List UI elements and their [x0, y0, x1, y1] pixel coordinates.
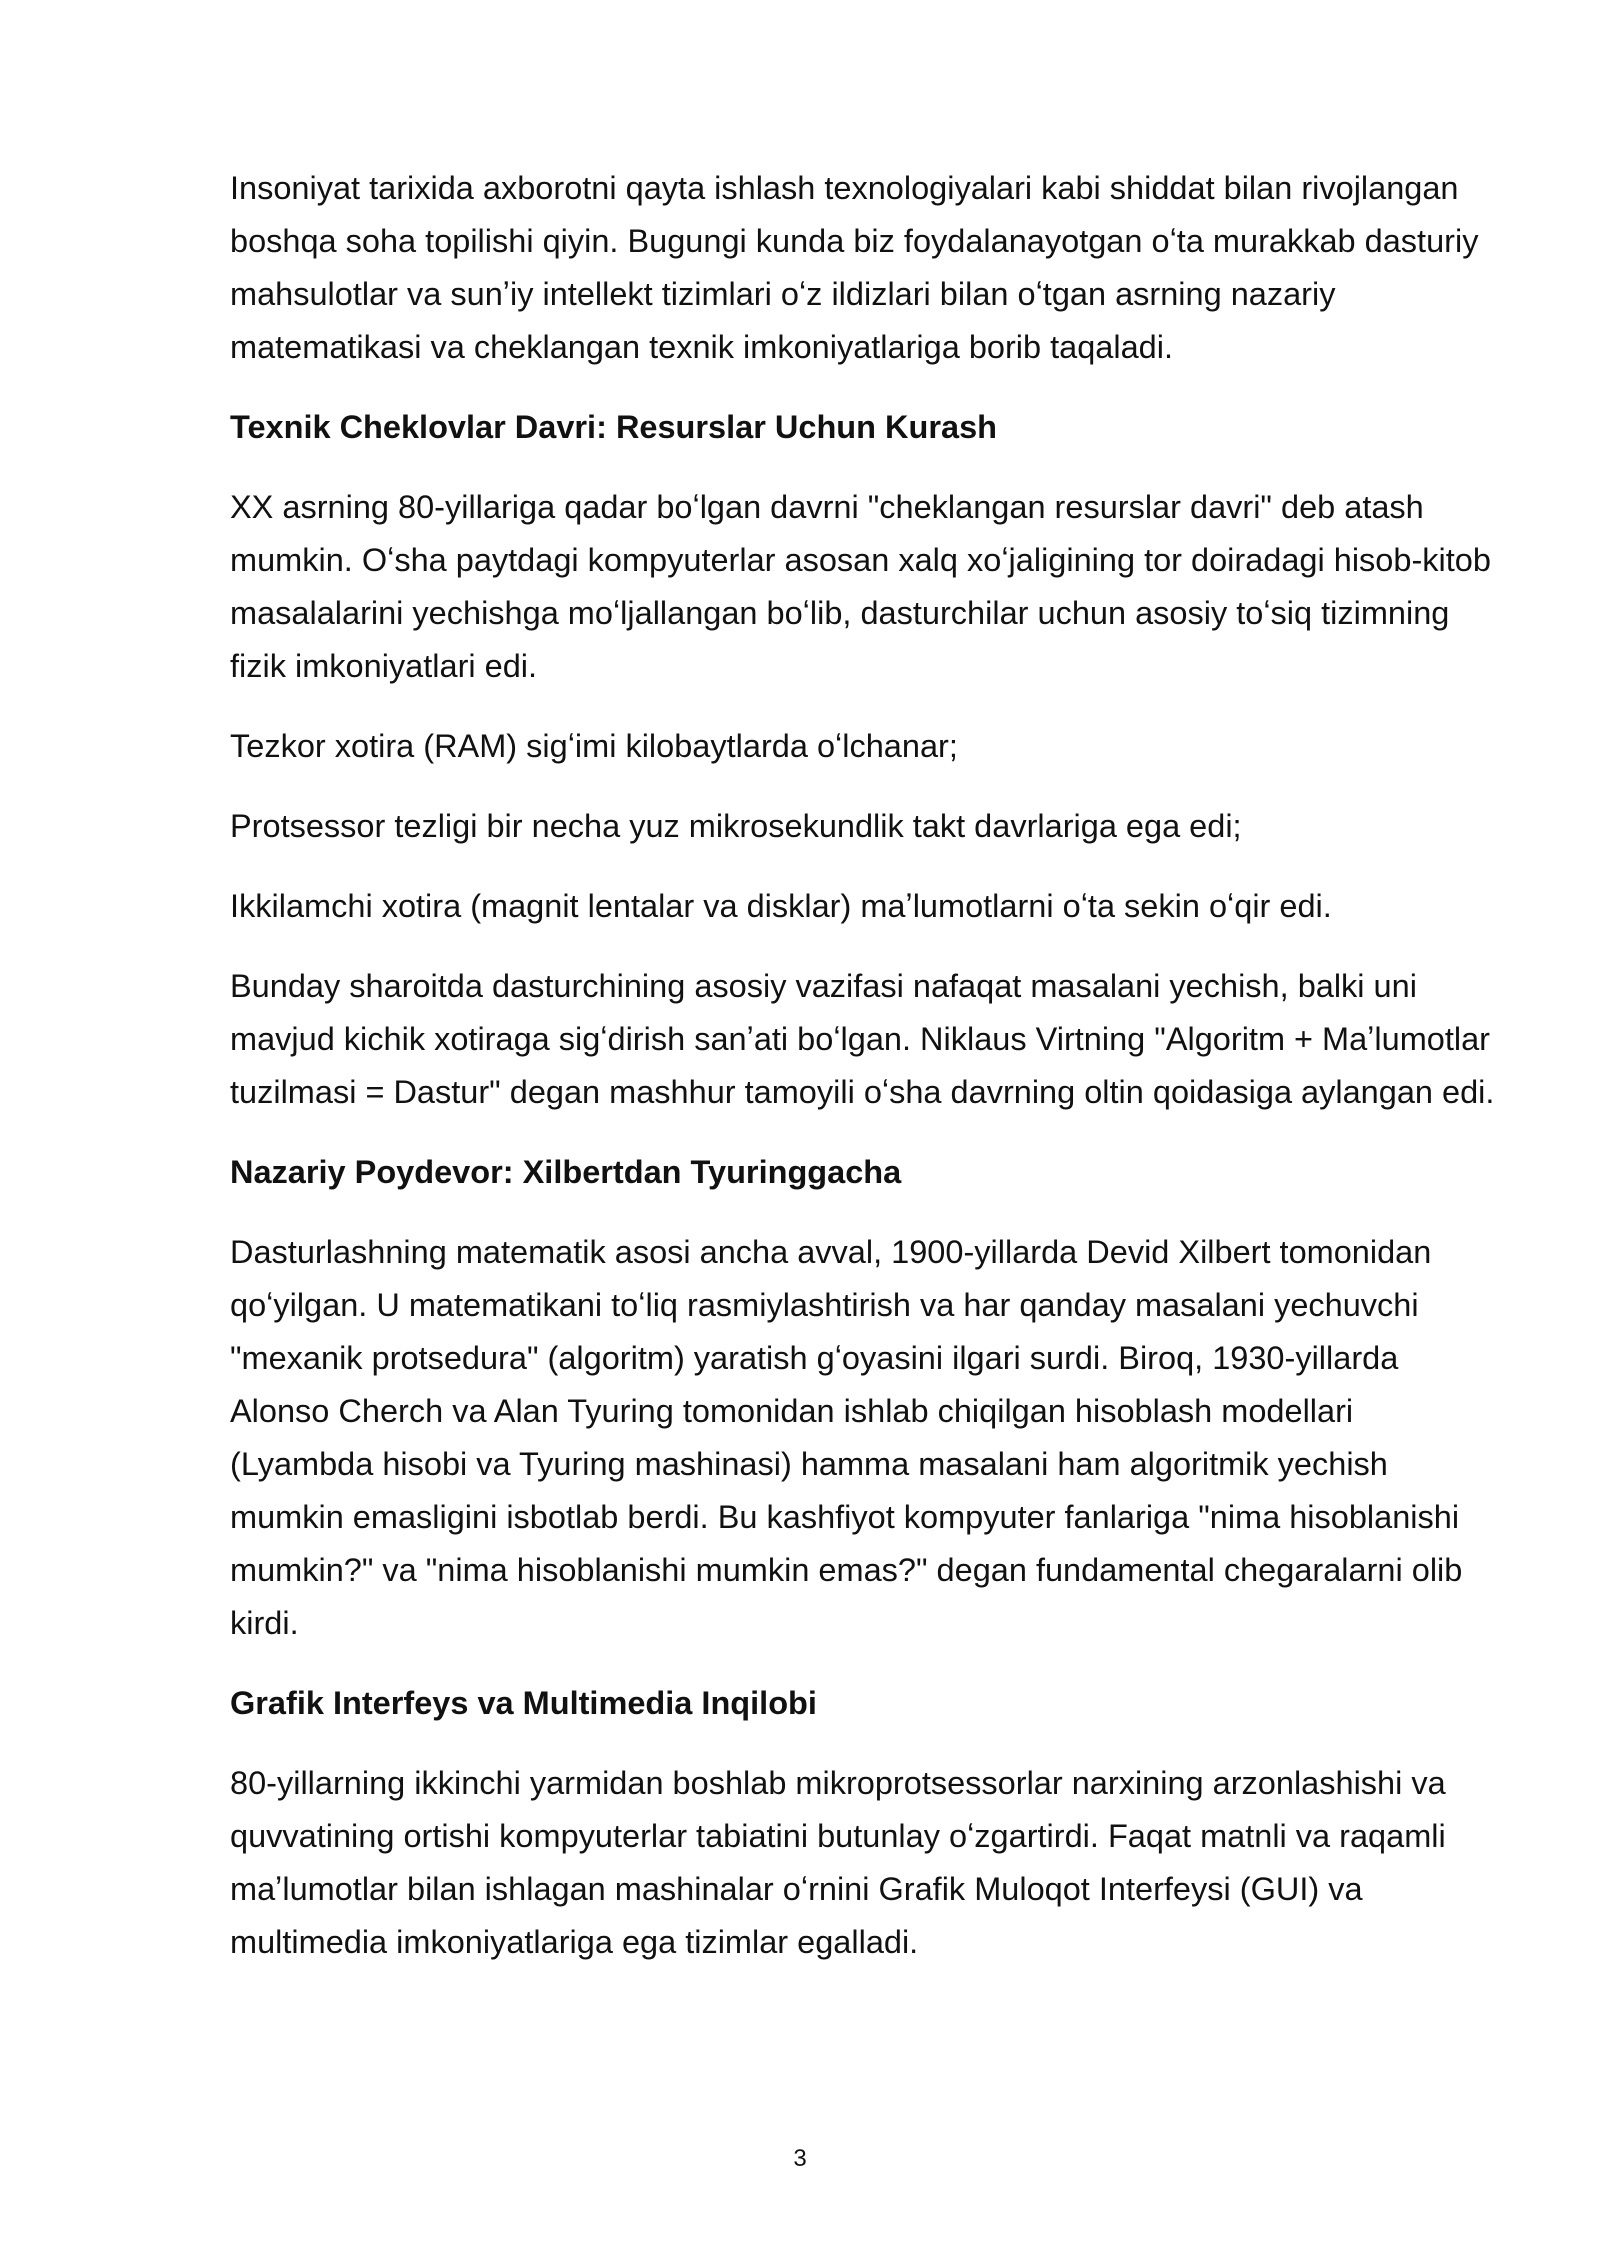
intro-paragraph: Insoniyat tarixida axborotni qayta ishlash texnologiyalari kabi shiddat bilan rivojlangan boshqa soha topilishi qiyin. Bugungi kunda biz foydalanayotgan oʻta murakkab dasturiy mahsulotlar va sunʼiy intellekt tizimlari oʻz ildizlari bilan oʻtgan asrning nazariy matematikasi va cheklangan texnik imkoniyatlariga borib taqaladi. — [230, 170, 1479, 365]
paragraph-limited-resources: XX asrning 80-yillariga qadar boʻlgan davrni "cheklangan resurslar davri" deb atash mumkin. Oʻsha paytdagi kompyuterlar asosan xalq xoʻjaligining tor doiradagi hisob-kitob masalalarini yechishga moʻljallangan boʻlib, dasturchilar uchun asosiy toʻsiq tizimning fizik imkoniyatlari edi. — [230, 489, 1491, 684]
section-heading-gui-multimedia: Grafik Interfeys va Multimedia Inqilobi — [230, 1685, 817, 1721]
section-heading-technical-limits: Texnik Cheklovlar Davri: Resurslar Uchun Kurash — [230, 409, 998, 445]
list-item-processor: Protsessor tezligi bir necha yuz mikrosekundlik takt davrlariga ega edi; — [230, 808, 1242, 844]
page-number: 3 — [793, 2145, 807, 2172]
paragraph-wirth-principle: Bunday sharoitda dasturchining asosiy vazifasi nafaqat masalani yechish, balki uni mavjud kichik xotiraga sigʻdirish sanʼati boʻlgan. Niklaus Virtning "Algoritm + Maʼlumotlar tuzilmasi = Dastur" degan mashhur tamoyili oʻsha davrning oltin qoidasiga aylangan edi. — [230, 968, 1495, 1110]
section-heading-theoretical-foundation: Nazariy Poydevor: Xilbertdan Tyuringgacha — [230, 1154, 902, 1190]
list-item-ram: Tezkor xotira (RAM) sigʻimi kilobaytlarda oʻlchanar; — [230, 728, 958, 764]
paragraph-hilbert-turing: Dasturlashning matematik asosi ancha avval, 1900-yillarda Devid Xilbert tomonidan qoʻyilgan. U matematikani toʻliq rasmiylashtirish va har qanday masalani yechuvchi "mexanik protsedura" (algoritm) yaratish gʻoyasini ilgari surdi. Biroq, 1930-yillarda Alonso Cherch va Alan Tyuring tomonidan ishlab chiqilgan hisoblash modellari (Lyambda hisobi va Tyuring mashinasi) hamma masalani ham algoritmik yechish mumkin emasligini isbotlab berdi. Bu kashfiyot kompyuter fanlariga "nima hisoblanishi mumkin?" va "nima hisoblanishi mumkin emas?" degan fundamental chegaralarni olib kirdi. — [230, 1234, 1463, 1641]
page-content — [230, 162, 1500, 1996]
list-item-secondary-memory: Ikkilamchi xotira (magnit lentalar va disklar) maʼlumotlarni oʻta sekin oʻqir edi. — [230, 888, 1332, 924]
paragraph-gui-revolution: 80-yillarning ikkinchi yarmidan boshlab mikroprotsessorlar narxining arzonlashishi va quvvatining ortishi kompyuterlar tabiatini butunlay oʻzgartirdi. Faqat matnli va raqamli maʼlumotlar bilan ishlagan mashinalar oʻrnini Grafik Muloqot Interfeysi (GUI) va multimedia imkoniyatlariga ega tizimlar egalladi. — [230, 1765, 1446, 1960]
